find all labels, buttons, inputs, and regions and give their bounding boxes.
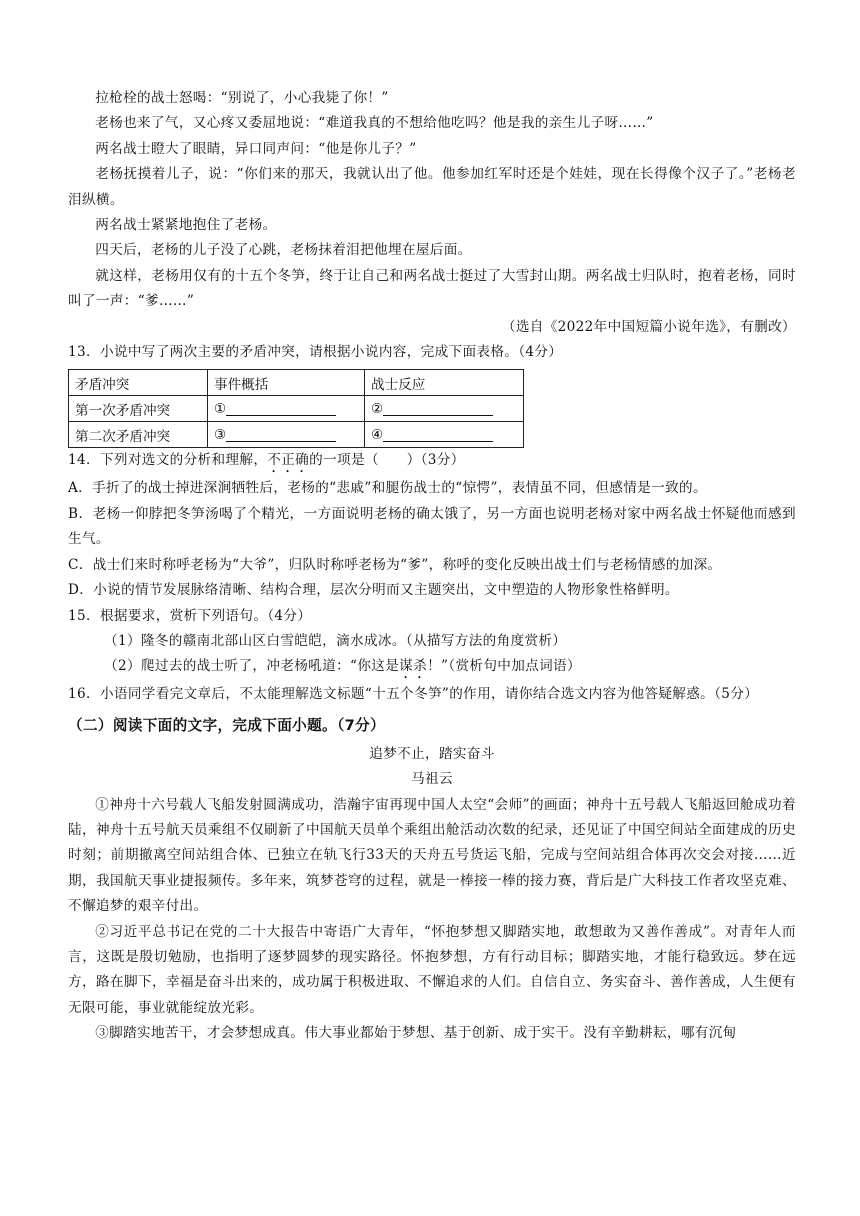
story-paragraph: 拉枪栓的战士怒喝：“别说了，小心我毙了你！” [95,90,389,106]
story-paragraph: 老杨也来了气，又心疼又委屈地说：“难道我真的不想给他吃吗？他是我的亲生儿子呀……” [95,115,654,132]
option-c[interactable]: C．战士们来时称呼老杨为“大爷”，归队时称呼老杨为“爹”，称呼的变化反映出战士们与老杨情感的加深。 [68,556,722,573]
story-paragraph: 就这样，老杨用仅有的十五个冬笋，终于让自己和两名战士挺过了大雪封山期。两名战士归队时，抱着老杨，同时叫了一声：“爹……” [68,267,796,310]
exam-page [68,86,796,1047]
blank-number: ① [214,400,227,417]
story-paragraph: 两名战士紧紧地抱住了老杨。 [95,217,277,234]
question-14 [68,448,796,476]
option-a[interactable]: A．手折了的战士掉进深涧牺牲后，老杨的“悲戚”和腿伤战士的“惊愕”，表情虽不同，但感情是一致的。 [68,480,707,497]
option-b[interactable]: B．老杨一仰脖把冬笋汤喝了个精光，一方面说明老杨的确太饿了，另一方面也说明老杨对家中两名战士怀疑他而感到生气。 [68,505,796,548]
article-paragraph: ②习近平总书记在党的二十大报告中寄语广大青年，“怀抱梦想又脚踏实地，敢想敢为又善作善成”。对青年人而言，这既是殷切勉励，也指明了逐梦圆梦的现实路径。怀抱梦想，方有行动目标；脚踏实地，才能行稳致远。梦在远方，路在脚下，幸福是奋斗出来的，成功属于积极进取、不懈追求的人们。自信自立、务实奋斗、善作善成，人生便有无限可能，事业就能绽放光彩。 [68,923,796,1016]
article-title: 追梦不止，踏实奋斗 [369,745,495,762]
q14-stem-end: 的一项是（ ）（3分） [309,452,465,469]
story-paragraph: 两名战士瞪大了眼睛，异口同声问：“他是你儿子？” [95,140,417,157]
option-d[interactable]: D．小说的情节发展脉络清晰、结构合理，层次分明而又主题突出，文中塑造的人物形象性格鲜明。 [68,582,679,599]
question-16: 16．小语同学看完文章后，不太能理解选文标题“十五个冬笋”的作用，请你结合选文内容为他答疑解惑。（5分） [68,686,759,703]
table-row [69,396,524,422]
q14-stem: 14．下列对选文的分析和理解， [68,452,268,469]
question-15: 15．根据要求，赏析下列语句。（4分） [68,607,312,624]
answer-blank-4[interactable] [365,422,524,448]
blank-number: ③ [214,426,227,443]
source-note: （选自《2022年中国短篇小说年选》，有删改） [501,318,796,335]
answer-blank-3[interactable] [208,422,365,448]
fill-line [383,401,493,416]
q15-s2-text: （2）爬过去的战士听了，冲老杨吼道：“你这是 [104,658,400,675]
article-paragraph: ③脚踏实地苦干，才会梦想成真。伟大事业都始于梦想、基于创新、成于实干。没有辛勤耕耘，哪有沉甸 [95,1025,737,1042]
table-header-cell: 战士反应 [365,370,524,396]
question-13: 13．小说中写了两次主要的矛盾冲突，请根据小说内容，完成下面表格。（4分） [68,344,563,361]
story-paragraph: 四天后，老杨的儿子没了心跳，老杨抹着泪把他埋在屋后面。 [95,242,472,259]
fill-line [226,401,336,416]
table-header-cell: 事件概括 [208,370,365,396]
q14-emphasis: 不正确 [267,452,310,469]
table-row [69,422,524,448]
article-author: 马祖云 [411,771,453,788]
table-row-label: 第一次矛盾冲突 [69,396,208,422]
conflict-table [68,369,524,448]
answer-blank-1[interactable] [208,396,365,422]
q15-sentence-2 [68,654,796,682]
q15-sentence-1: （1）隆冬的赣南北部山区白雪皑皑，滴水成冰。（从描写方法的角度赏析） [104,632,567,649]
story-paragraph: 老杨抚摸着儿子，说：“你们来的那天，我就认出了他。他参加红军时还是个娃娃，现在长得像个汉子了。”老杨老泪纵横。 [68,166,796,208]
table-header-row [69,370,524,396]
fill-line [383,427,493,442]
blank-number: ② [371,400,384,417]
q15-s2-text-end: ！”（赏析句中加点词语） [427,658,581,675]
table-header-cell: 矛盾冲突 [69,370,208,396]
table-row-label: 第二次矛盾冲突 [69,422,208,448]
article-paragraph: ①神舟十六号载人飞船发射圆满成功，浩瀚宇宙再现中国人太空“会师”的画面；神舟十五号载人飞船返回舱成功着陆，神舟十五号航天员乘组不仅刷新了中国航天员单个乘组出舱活动次数的纪录，还见证了中国空间站全面建成的历史时刻；前期撤离空间站组合体、已独立在轨飞行33天的天舟五号货运飞船，完成与空间站组合体再次交会对接……近期，我国航天事业捷报频传。多年来，筑梦苍穹的过程，就是一棒接一棒的接力赛，背后是广大科技工作者攻坚克难、不懈追梦的艰辛付出。 [68,796,796,915]
fill-line [226,427,336,442]
q15-emphasis: 谋杀 [399,658,428,675]
blank-number: ④ [371,426,384,443]
section-heading: （二）阅读下面的文字，完成下面小题。（7分） [68,716,386,734]
answer-blank-2[interactable] [365,396,524,422]
